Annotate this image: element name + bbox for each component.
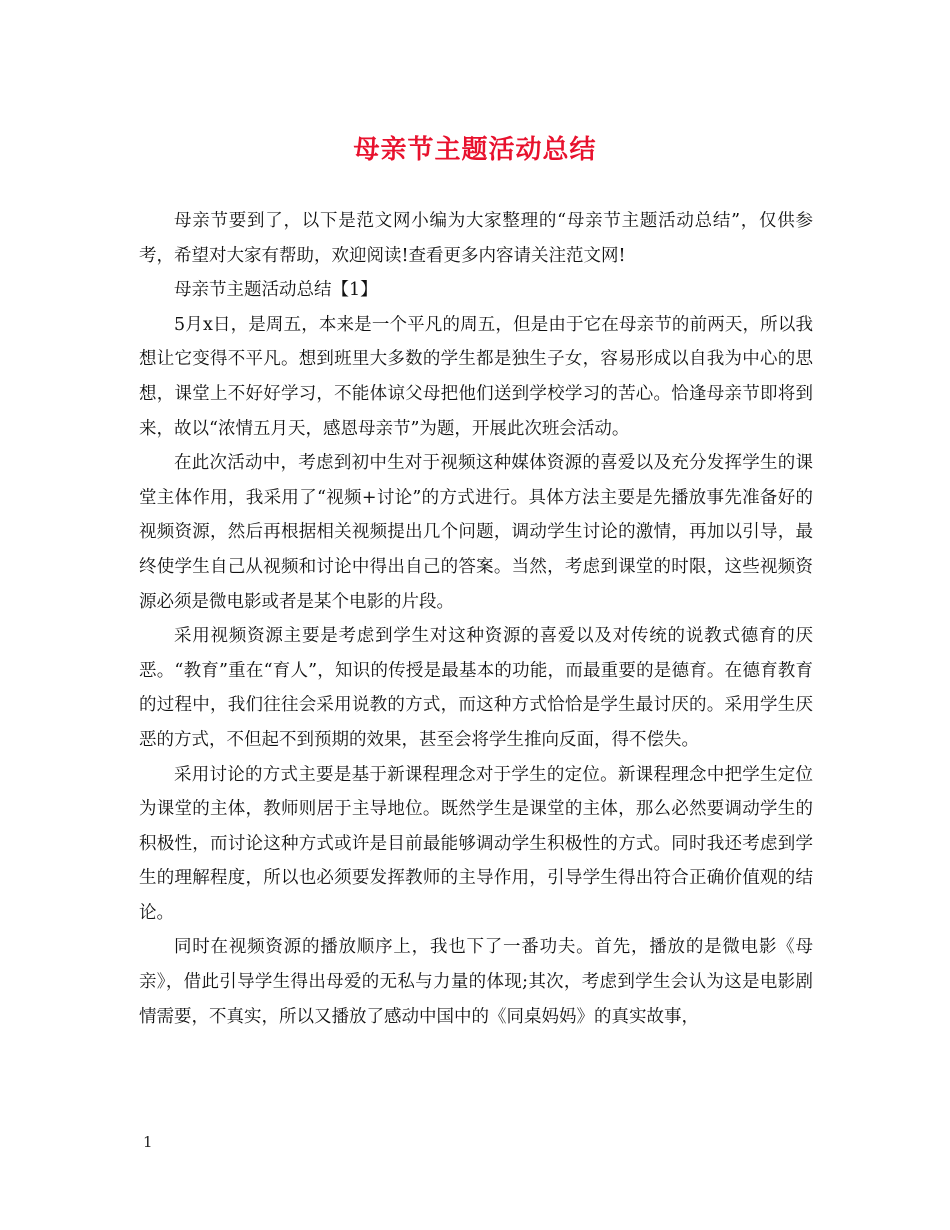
intro-paragraph: 母亲节要到了，以下是范文网小编为大家整理的“母亲节主题活动总结”，仅供参考，希望对大家有帮助，欢迎阅读!查看更多内容请关注范文网! [139, 211, 813, 266]
body-paragraph: 采用视频资源主要是考虑到学生对这种资源的喜爱以及对传统的说教式德育的厌恶。“教育”重在“育人”，知识的传授是最基本的功能，而最重要的是德育。在德育教育的过程中，我们往往会采用说教的方式，而这种方式恰恰是学生最讨厌的。采用学生厌恶的方式，不但起不到预期的效果，甚至会将学生推向反面，得不偿失。 [139, 626, 813, 750]
section-heading: 母亲节主题活动总结【1】 [174, 280, 378, 301]
page-number: 1 [143, 1133, 153, 1151]
document-title: 母亲节主题活动总结 [353, 135, 597, 165]
body-paragraph: 采用讨论的方式主要是基于新课程理念对于学生的定位。新课程理念中把学生定位为课堂的主体，教师则居于主导地位。既然学生是课堂的主体，那么必然要调动学生的积极性，而讨论这种方式或许是目前最能够调动学生积极性的方式。同时我还考虑到学生的理解程度，所以也必须要发挥教师的主导作用，引导学生得出符合正确价值观的结论。 [139, 764, 813, 923]
body-paragraph: 5月x日，是周五，本来是一个平凡的周五，但是由于它在母亲节的前两天，所以我想让它变得不平凡。想到班里大多数的学生都是独生子女，容易形成以自我为中心的思想，课堂上不好好学习，不能体谅父母把他们送到学校学习的苦心。恰逢母亲节即将到来，故以“浓情五月天，感恩母亲节”为题，开展此次班会活动。 [139, 314, 813, 439]
body-paragraph: 在此次活动中，考虑到初中生对于视频这种媒体资源的喜爱以及充分发挥学生的课堂主体作用，我采用了“视频+讨论”的方式进行。具体方法主要是先播放事先准备好的视频资源，然后再根据相关视频提出几个问题，调动学生讨论的激情，再加以引导，最终使学生自己从视频和讨论中得出自己的答案。当然，考虑到课堂的时限，这些视频资源必须是微电影或者是某个电影的片段。 [139, 453, 813, 612]
body-paragraph: 同时在视频资源的播放顺序上，我也下了一番功夫。首先，播放的是微电影《母亲》，借此引导学生得出母爱的无私与力量的体现;其次，考虑到学生会认为这是电影剧情需要，不真实，所以又播放了感动中国中的《同桌妈妈》的真实故事， [139, 937, 813, 1027]
document-body [139, 204, 813, 1034]
